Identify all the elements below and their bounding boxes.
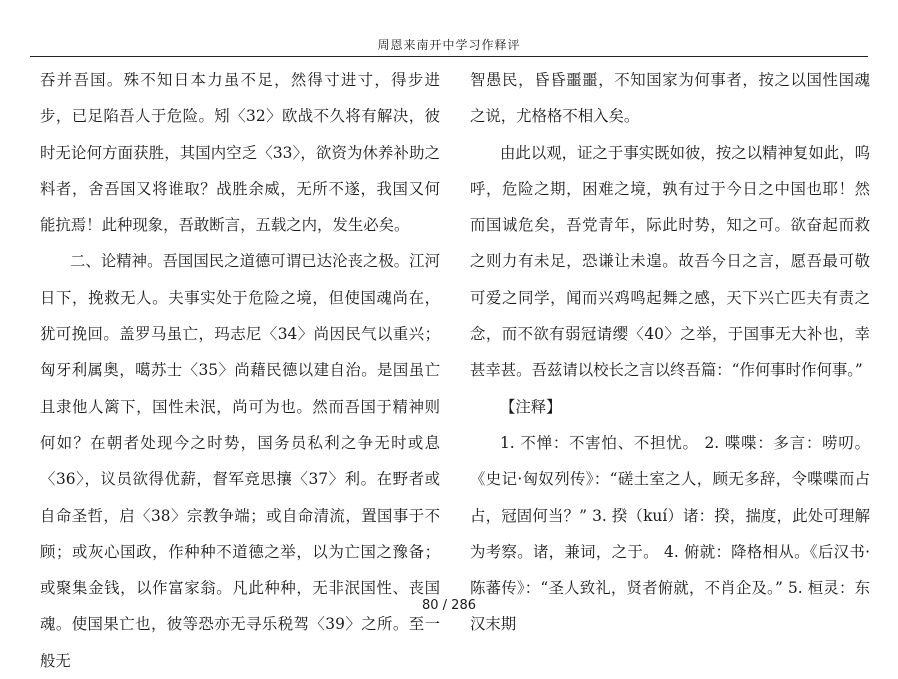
left-paragraph-2: 二、论精神。吾国国民之道德可谓已达沦丧之极。江河日下，挽救无人。夫事实处于危险之境，但使国魂尚在，犹可挽回。盖罗马虽亡，玛志尼〈34〉尚因民气以重兴；匈牙利属奥，噶苏士〈35〉尚藉民德以建自治。是国虽亡且隶他人篱下，国性未泯，尚可为也。然而吾国于精神则何如？在朝者处现今之时势，国务员私利之争无时或息〈36〉，议员欲得优薪，督军竞思攘〈37〉利。在野者或自命圣哲，启〈38〉宗教争端；或自命清流，置国事于不顾；或灰心国政，作种种不道德之举，以为亡国之豫备；或聚集金钱，以作富家翁。凡此种种，无非泯国性、丧国魂。使国果亡也，彼等恐亦无寻乐税驾〈39〉之所。至一般无: [40, 252, 440, 670]
page-number: 80 / 286: [422, 598, 476, 613]
page-header: 周恩来南开中学习作释评: [377, 38, 521, 52]
header-rule: [30, 56, 868, 57]
right-paragraph-2: 由此以观，证之于事实既如彼，按之以精神复如此，呜呼，危险之期，困难之境，孰有过于今日之中国也耶！然而国诚危矣，吾党青年，际此时势，知之可。欲奋起而救之则力有未足，恐谦让未遑。故吾今日之言，愿吾最可敬可爱之同学，闻而兴鸡鸣起舞之感，天下兴亡匹夫有责之念，而不欲有弱冠请缨〈40〉之举，于国事无大补也，幸甚幸甚。吾兹请以校长之言以终吾篇：“作何事时作何事。”: [470, 143, 870, 380]
notes-title: 【注释】: [500, 397, 562, 416]
notes-text: 1. 不惮：不害怕、不担忧。 2. 喋喋：多言：唠叨。《史记·匈奴列传》：“磋土室之人，顾无多辞，令喋喋而占占，冠固何当？” 3. 揆（kuí）诸：揆，揣度，此处可理解为考察。诸，兼词，之于。 4. 俯就：降格相从。《后汉书·陈蕃传》：“圣人致礼，贤者俯就，不肖企及。” 5. 桓灵：东汉末期: [470, 433, 870, 634]
left-column: [40, 62, 440, 679]
right-column: [470, 62, 870, 643]
left-paragraph-1: 吞并吾国。殊不知日本力虽不足，然得寸进寸，得步进步，已足陷吾人于危险。矧〈32〉欧战不久将有解决，彼时无论何方面获胜，其国内空乏〈33〉，欲资为休养补助之料者，舍吾国又将谁取？战胜余威，无所不遂，我国又何能抗焉！此种现象，吾敢断言，五载之内，发生必矣。: [40, 71, 440, 235]
right-paragraph-1: 智愚民，昏昏噩噩，不知国家为何事者，按之以国性国魂之说，尤格格不相入矣。: [470, 71, 870, 126]
